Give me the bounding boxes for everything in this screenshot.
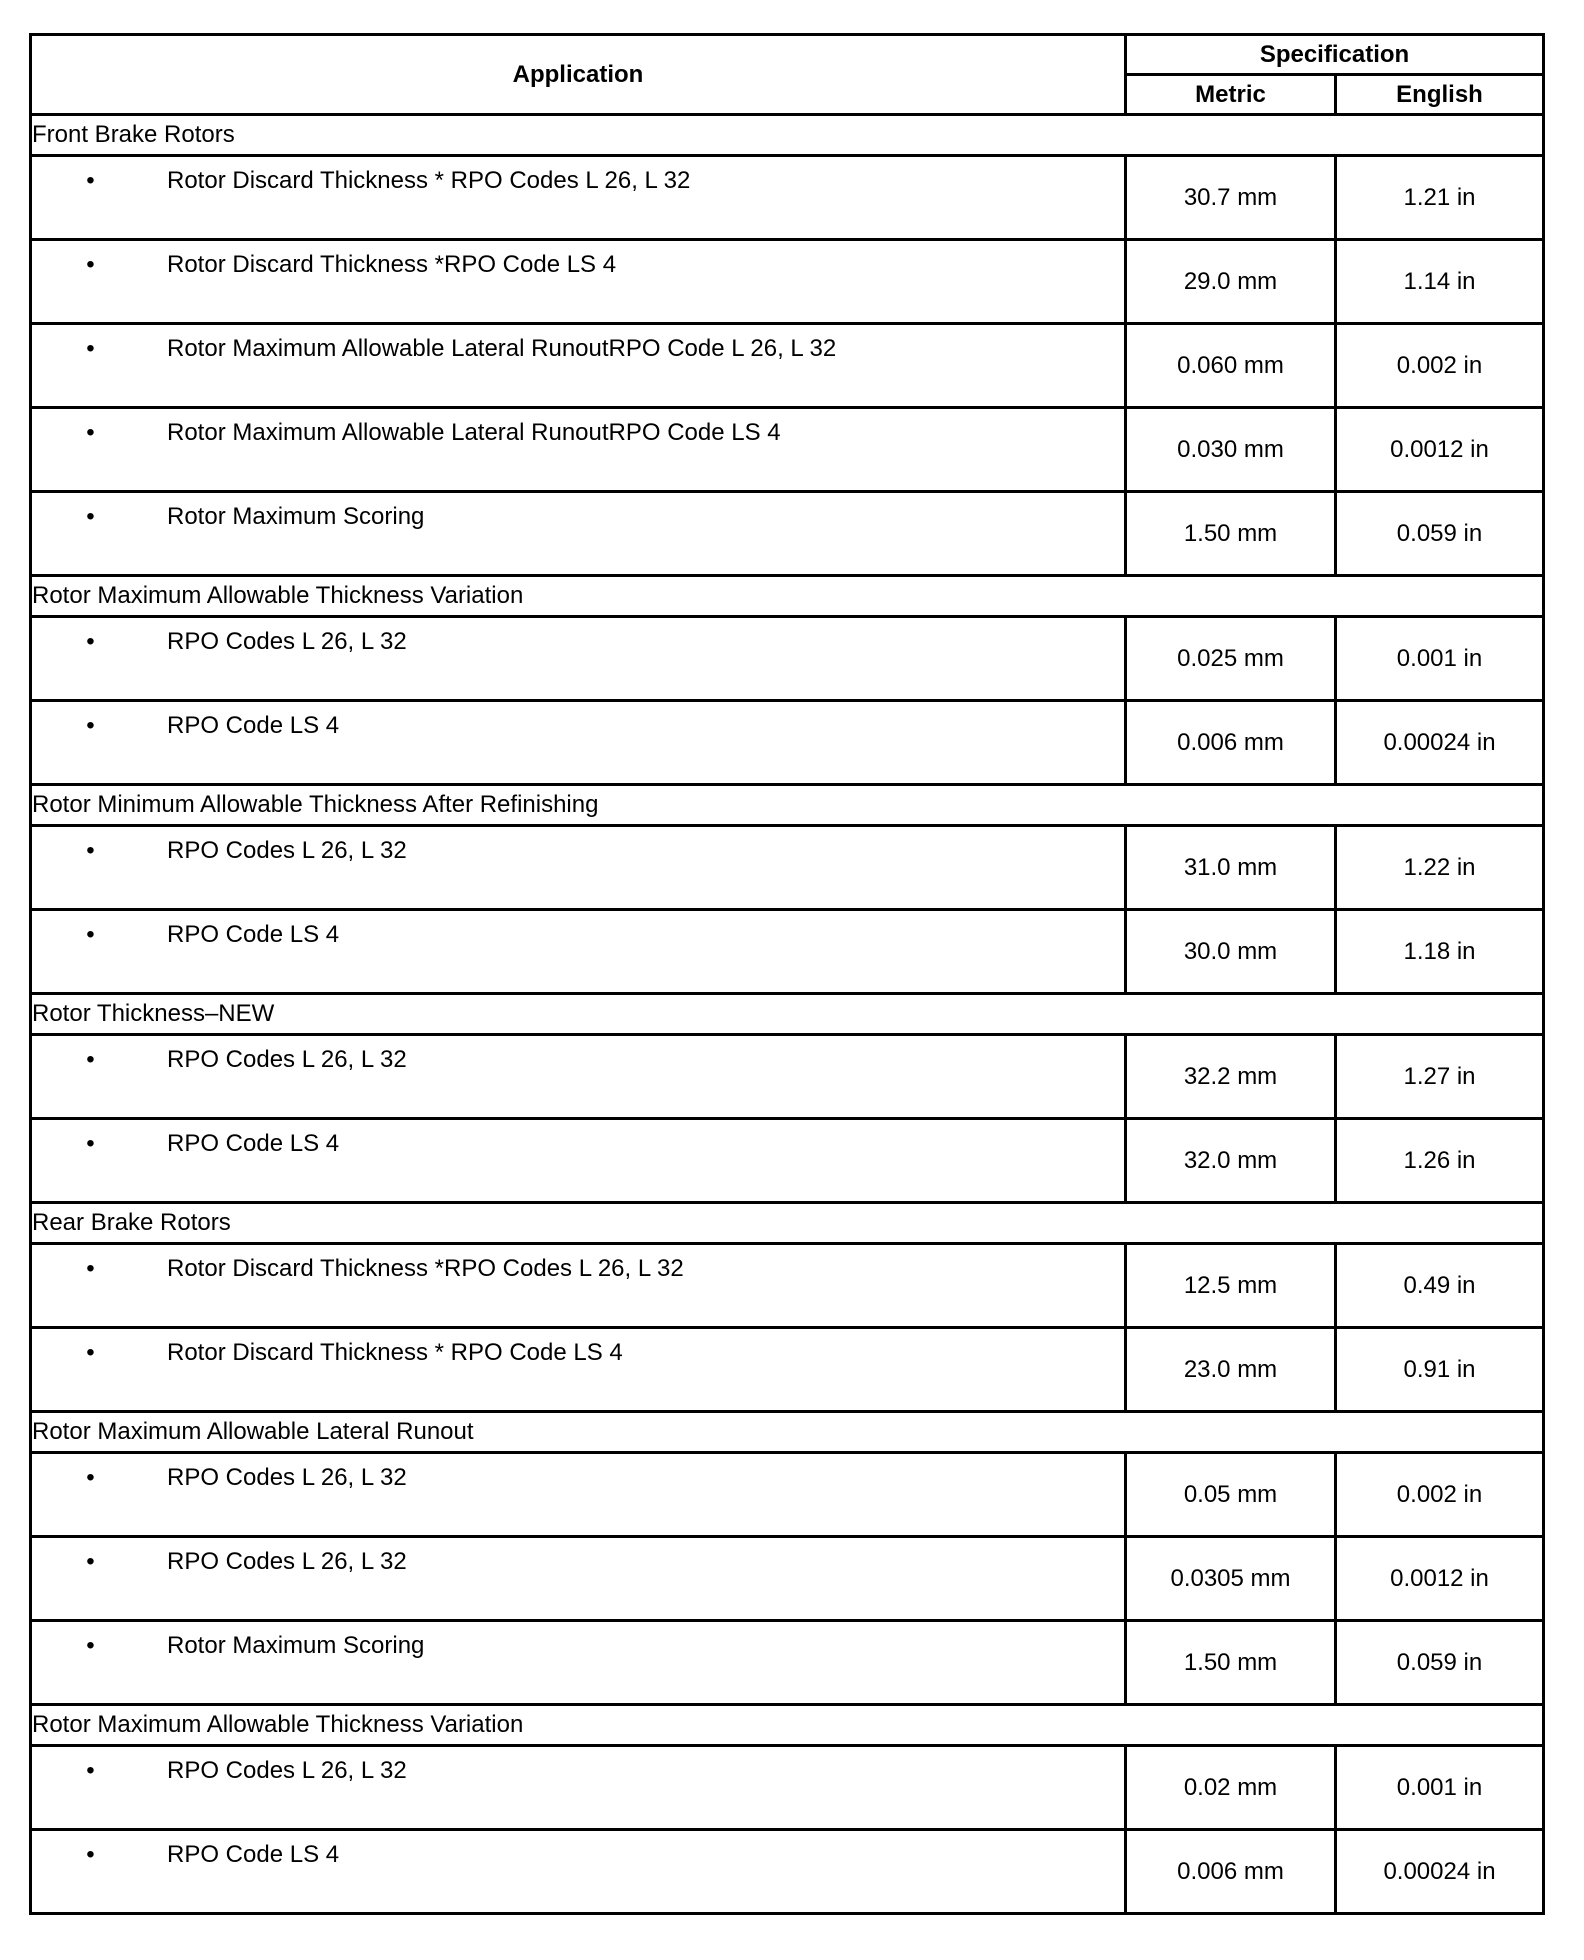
- english-value: 1.27 in: [1336, 1035, 1544, 1119]
- english-header: English: [1336, 75, 1544, 115]
- application-cell: [31, 1746, 1126, 1830]
- english-value: 1.22 in: [1336, 826, 1544, 910]
- application-label: Rotor Maximum Allowable Lateral RunoutRPO Code L 26, L 32: [167, 335, 837, 362]
- bullet-icon: •: [86, 167, 95, 194]
- application-label: RPO Code LS 4: [167, 712, 340, 739]
- table-row: [31, 324, 1544, 408]
- metric-value: 32.2 mm: [1126, 1035, 1336, 1119]
- metric-value: 30.0 mm: [1126, 910, 1336, 994]
- application-cell: [31, 701, 1126, 785]
- application-cell: [31, 1244, 1126, 1328]
- section-title: Rotor Maximum Allowable Lateral Runout: [31, 1412, 1544, 1453]
- english-value: 0.00024 in: [1336, 701, 1544, 785]
- application-cell: [31, 408, 1126, 492]
- application-cell: [31, 617, 1126, 701]
- metric-value: 0.02 mm: [1126, 1746, 1336, 1830]
- english-value: 0.002 in: [1336, 324, 1544, 408]
- table-row: [31, 617, 1544, 701]
- table-row: [31, 1453, 1544, 1537]
- specification-body: [31, 115, 1544, 1914]
- table-row: [31, 826, 1544, 910]
- english-value: 0.059 in: [1336, 1621, 1544, 1705]
- table-row: [31, 1537, 1544, 1621]
- bullet-icon: •: [86, 335, 95, 362]
- application-label: RPO Codes L 26, L 32: [167, 837, 407, 864]
- table-row: [31, 1244, 1544, 1328]
- bullet-icon: •: [86, 1339, 95, 1366]
- bullet-icon: •: [86, 419, 95, 446]
- section-row: [31, 785, 1544, 826]
- application-cell: [31, 1830, 1126, 1914]
- table-row: [31, 701, 1544, 785]
- bullet-icon: •: [86, 628, 95, 655]
- english-value: 0.059 in: [1336, 492, 1544, 576]
- metric-value: 1.50 mm: [1126, 492, 1336, 576]
- metric-value: 0.0305 mm: [1126, 1537, 1336, 1621]
- application-cell: [31, 1328, 1126, 1412]
- bullet-icon: •: [86, 251, 95, 278]
- application-cell: [31, 1035, 1126, 1119]
- english-value: 1.18 in: [1336, 910, 1544, 994]
- application-label: RPO Codes L 26, L 32: [167, 1046, 407, 1073]
- application-label: Rotor Discard Thickness *RPO Code LS 4: [167, 251, 617, 278]
- metric-value: 0.025 mm: [1126, 617, 1336, 701]
- application-cell: [31, 910, 1126, 994]
- metric-value: 32.0 mm: [1126, 1119, 1336, 1203]
- table-row: [31, 156, 1544, 240]
- section-title: Rear Brake Rotors: [31, 1203, 1544, 1244]
- english-value: 0.91 in: [1336, 1328, 1544, 1412]
- application-label: Rotor Maximum Allowable Lateral RunoutRPO Code LS 4: [167, 419, 781, 446]
- section-row: [31, 115, 1544, 156]
- english-value: 1.21 in: [1336, 156, 1544, 240]
- application-label: Rotor Maximum Scoring: [167, 1632, 425, 1659]
- section-row: [31, 1412, 1544, 1453]
- application-header: Application: [31, 35, 1126, 115]
- table-row: [31, 910, 1544, 994]
- english-value: 1.14 in: [1336, 240, 1544, 324]
- metric-value: 0.030 mm: [1126, 408, 1336, 492]
- header-row-top: [31, 35, 1544, 75]
- application-cell: [31, 240, 1126, 324]
- table-row: [31, 1328, 1544, 1412]
- metric-value: 0.006 mm: [1126, 701, 1336, 785]
- application-label: RPO Code LS 4: [167, 921, 340, 948]
- application-cell: [31, 826, 1126, 910]
- english-value: 1.26 in: [1336, 1119, 1544, 1203]
- metric-header: Metric: [1126, 75, 1336, 115]
- section-row: [31, 994, 1544, 1035]
- application-label: RPO Code LS 4: [167, 1130, 340, 1157]
- application-cell: [31, 1621, 1126, 1705]
- english-value: 0.0012 in: [1336, 1537, 1544, 1621]
- table-row: [31, 1035, 1544, 1119]
- application-cell: [31, 324, 1126, 408]
- application-label: Rotor Maximum Scoring: [167, 503, 425, 530]
- bullet-icon: •: [86, 1130, 95, 1157]
- table-row: [31, 492, 1544, 576]
- bullet-icon: •: [86, 1548, 95, 1575]
- english-value: 0.0012 in: [1336, 408, 1544, 492]
- application-label: RPO Codes L 26, L 32: [167, 1548, 407, 1575]
- application-cell: [31, 1453, 1126, 1537]
- metric-value: 29.0 mm: [1126, 240, 1336, 324]
- application-label: RPO Codes L 26, L 32: [167, 1757, 407, 1784]
- bullet-icon: •: [86, 712, 95, 739]
- metric-value: 0.060 mm: [1126, 324, 1336, 408]
- application-cell: [31, 1119, 1126, 1203]
- section-title: Rotor Minimum Allowable Thickness After Refinishing: [31, 785, 1544, 826]
- english-value: 0.001 in: [1336, 1746, 1544, 1830]
- english-value: 0.00024 in: [1336, 1830, 1544, 1914]
- table-row: [31, 240, 1544, 324]
- section-row: [31, 1705, 1544, 1746]
- metric-value: 23.0 mm: [1126, 1328, 1336, 1412]
- table-row: [31, 1621, 1544, 1705]
- application-cell: [31, 156, 1126, 240]
- section-title: Rotor Maximum Allowable Thickness Variation: [31, 576, 1544, 617]
- metric-value: 0.006 mm: [1126, 1830, 1336, 1914]
- metric-value: 30.7 mm: [1126, 156, 1336, 240]
- table-row: [31, 1119, 1544, 1203]
- english-value: 0.001 in: [1336, 617, 1544, 701]
- application-label: RPO Codes L 26, L 32: [167, 1464, 407, 1491]
- specification-header: Specification: [1126, 35, 1544, 75]
- bullet-icon: •: [86, 1464, 95, 1491]
- application-label: Rotor Discard Thickness * RPO Code LS 4: [167, 1339, 623, 1366]
- table-row: [31, 1746, 1544, 1830]
- application-label: Rotor Discard Thickness * RPO Codes L 26, L 32: [167, 167, 691, 194]
- application-label: Rotor Discard Thickness *RPO Codes L 26, L 32: [167, 1255, 684, 1282]
- bullet-icon: •: [86, 921, 95, 948]
- bullet-icon: •: [86, 1255, 95, 1282]
- section-title: Front Brake Rotors: [31, 115, 1544, 156]
- application-label: RPO Codes L 26, L 32: [167, 628, 407, 655]
- bullet-icon: •: [86, 1046, 95, 1073]
- bullet-icon: •: [86, 1841, 95, 1868]
- metric-value: 31.0 mm: [1126, 826, 1336, 910]
- application-label: RPO Code LS 4: [167, 1841, 340, 1868]
- section-title: Rotor Maximum Allowable Thickness Variation: [31, 1705, 1544, 1746]
- section-row: [31, 1203, 1544, 1244]
- application-cell: [31, 1537, 1126, 1621]
- english-value: 0.49 in: [1336, 1244, 1544, 1328]
- table-row: [31, 1830, 1544, 1914]
- metric-value: 1.50 mm: [1126, 1621, 1336, 1705]
- section-title: Rotor Thickness–NEW: [31, 994, 1544, 1035]
- bullet-icon: •: [86, 503, 95, 530]
- section-row: [31, 576, 1544, 617]
- metric-value: 0.05 mm: [1126, 1453, 1336, 1537]
- table-row: [31, 408, 1544, 492]
- specification-table: [29, 33, 1545, 1915]
- bullet-icon: •: [86, 1757, 95, 1784]
- english-value: 0.002 in: [1336, 1453, 1544, 1537]
- bullet-icon: •: [86, 837, 95, 864]
- bullet-icon: •: [86, 1632, 95, 1659]
- metric-value: 12.5 mm: [1126, 1244, 1336, 1328]
- application-cell: [31, 492, 1126, 576]
